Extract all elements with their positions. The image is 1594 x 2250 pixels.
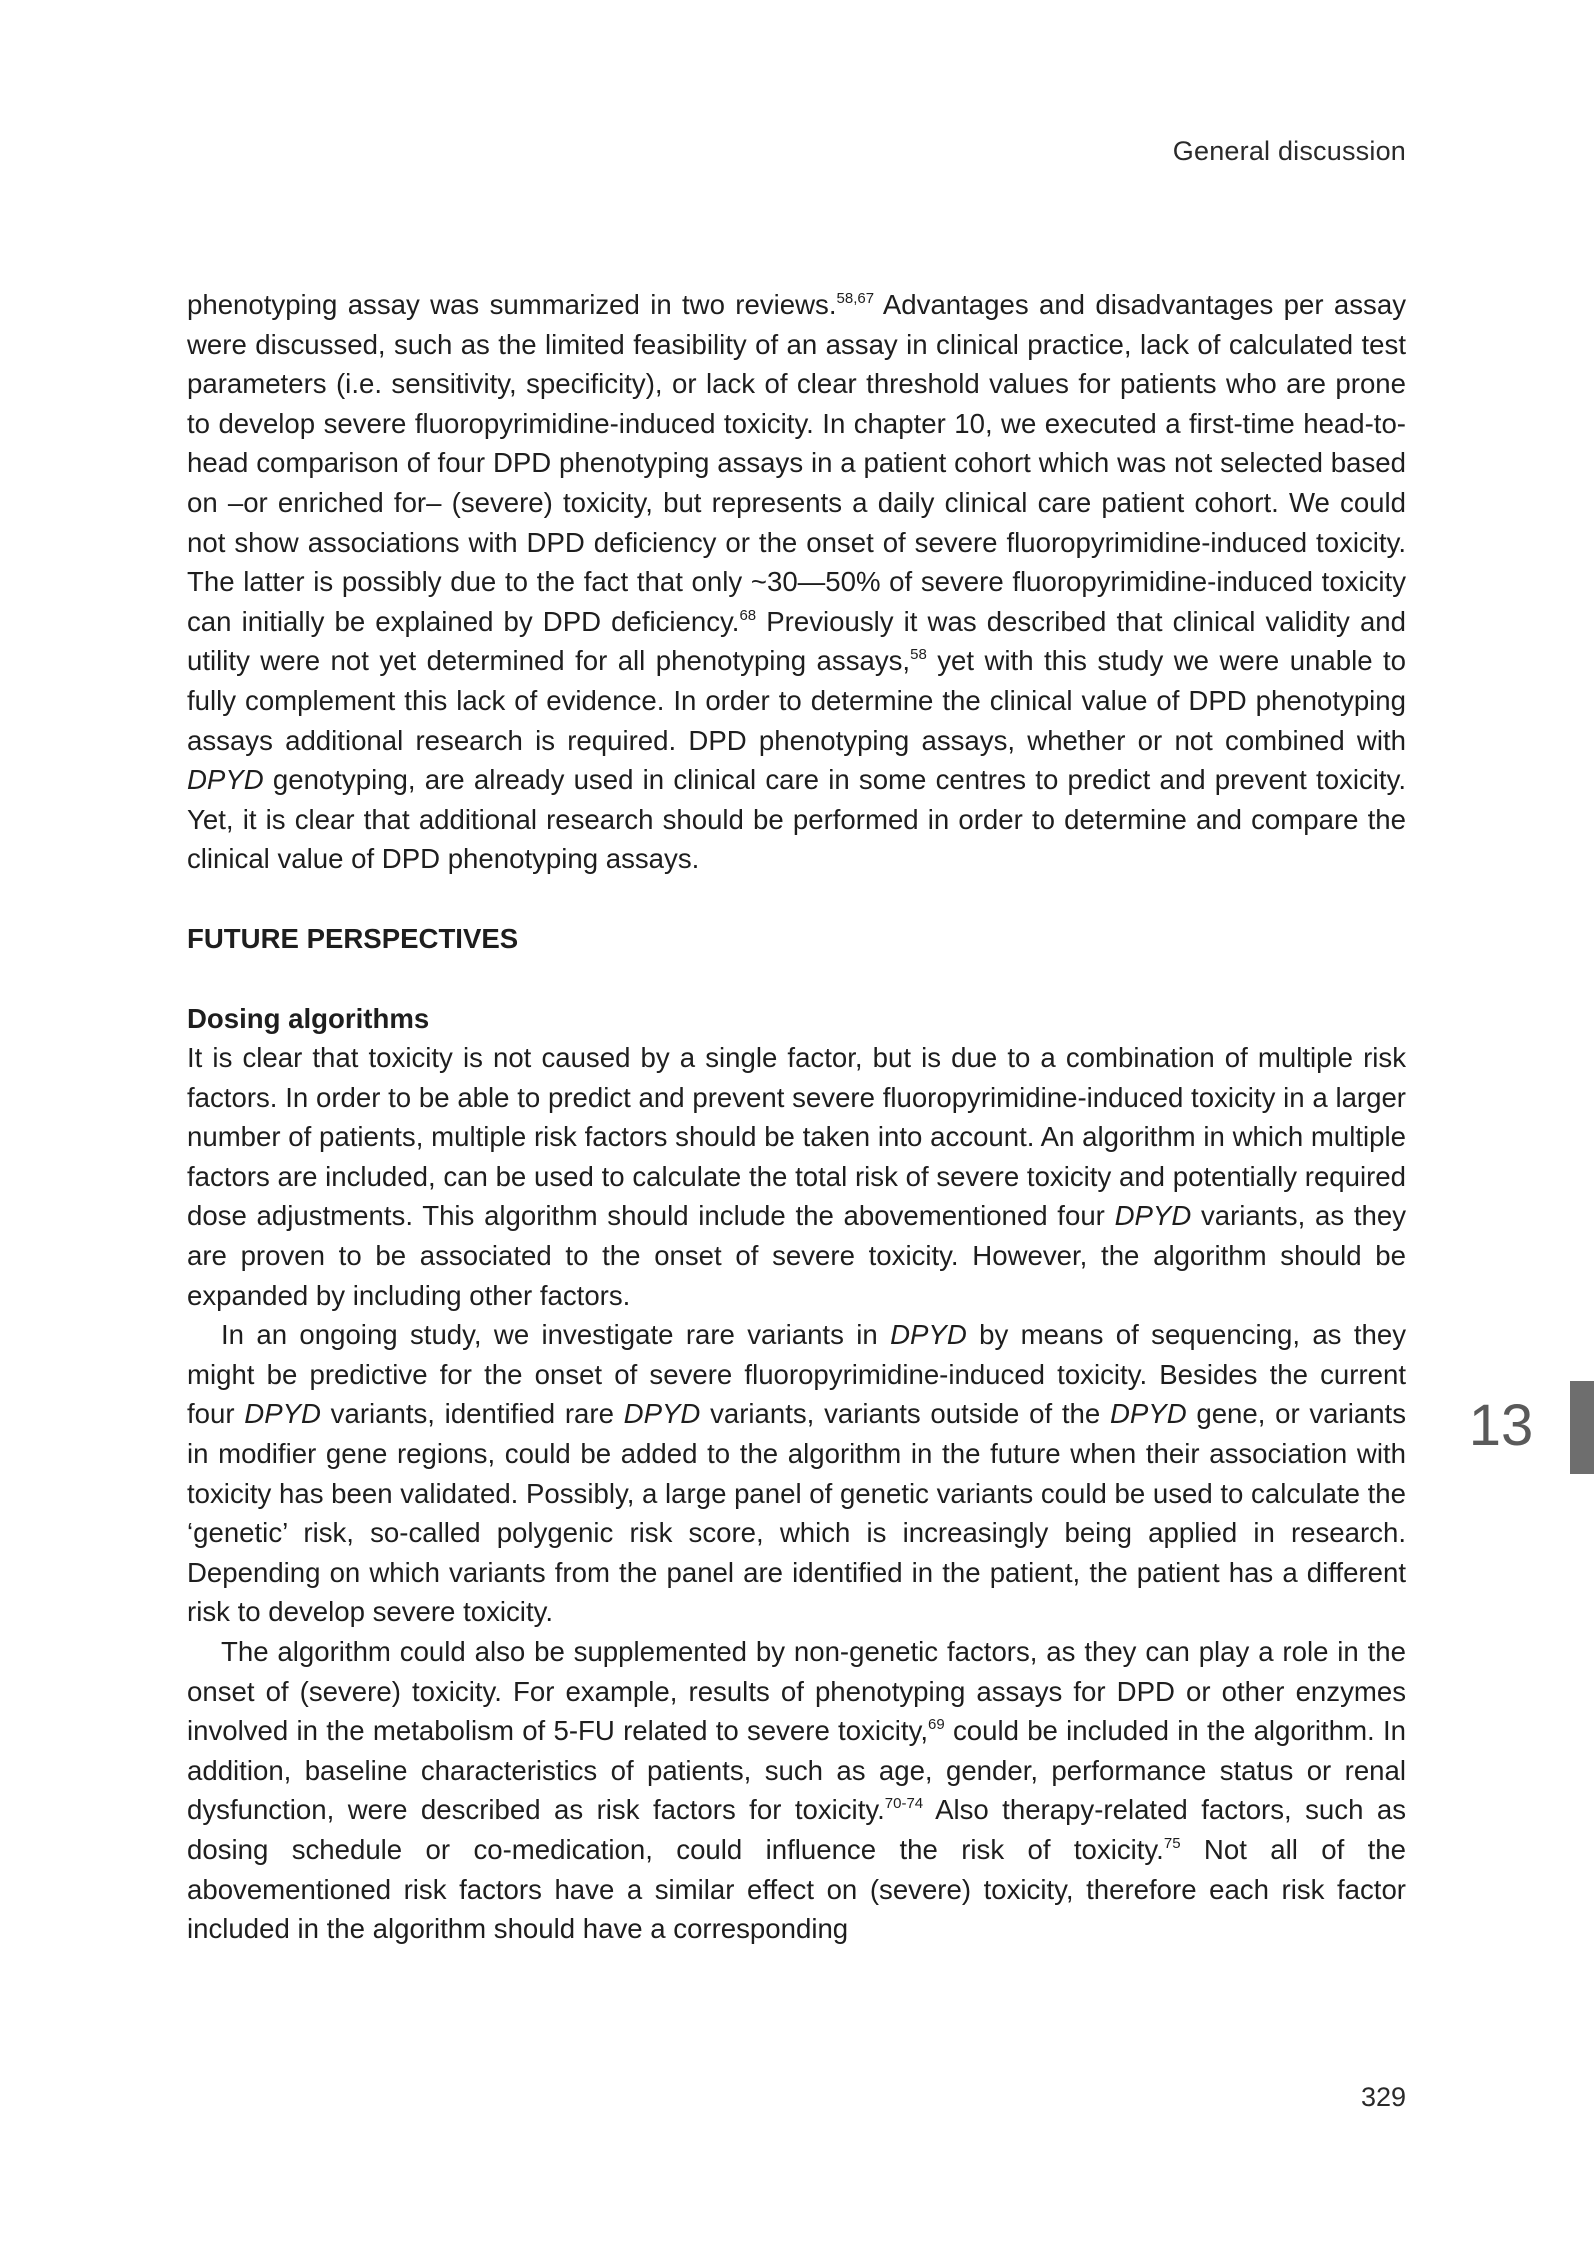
running-head: General discussion [1172, 136, 1406, 166]
citation: 68 [739, 606, 757, 624]
citation: 69 [928, 1716, 945, 1734]
paragraph-dosing-algorithms: It is clear that toxicity is not caused by a single factor, but is due to a combination of multiple risk factors. In order to be able to predict and prevent severe fluoropyrimidine-induced toxicity in a larger number of patients, multiple risk factors should be taken into account. An algorithm in which multiple factors are included, can be used to calculate the total risk of severe toxicity and potentially required dose adjustments. This algorithm should include the abovementioned four DPYD variants, as they are proven to be associated to the onset of severe toxicity. However, the algorithm should be expanded by including other factors. [187, 1042, 1406, 1311]
section-title: FUTURE PERSPECTIVES [187, 922, 519, 954]
paragraph-rare-variants: In an ongoing study, we investigate rare variants in DPYD by means of sequencing, as they might be predictive for the onset of severe fluoropyrimidine-induced toxicity. Besides the current four DPYD variants, identified rare DPYD variants, variants outside of the DPYD gene, or variants in modifier gene regions, could be added to the algorithm in the future when their association with toxicity has been validated. Possibly, a large panel of genetic variants could be used to calculate the ‘genetic’ risk, so-called polygenic risk score, which is increasingly being applied in research. Depending on which variants from the panel are identified in the patient, the patient has a different risk to develop severe toxicity. [187, 1319, 1407, 1628]
paragraph-non-genetic-factors: The algorithm could also be supplemented by non-genetic factors, as they can play a role in the onset of (severe) toxicity. For example, results of phenotyping assays for DPD or other enzymes involved in the metabolism of 5-FU related to severe toxicity,$^{69}$ could be included in the algorithm. In addition, baseline characteristics of patients, such as age, gender, performance status or renal dysfunction, were described as risk factors for toxicity.$^{70-74}$ Also therapy-related factors, such as dosing schedule or co-medication, could influence the risk of toxicity.$^{75}$ Not all of the abovementioned risk factors have a similar effect on (severe) toxicity, therefore each risk factor included in the algorithm should have a corresponding [187, 1636, 1406, 1945]
gene-name: DPYD [1114, 1200, 1192, 1232]
citation: 58 [910, 646, 927, 664]
gene-name: DPYD [244, 1398, 321, 1430]
paragraph-phenotyping-assays: phenotyping assay was summarized in two reviews.$^{58,67}$ Advantages and disadvantages per assay were discussed, such as the limited feasibility of an assay in clinical practice, lack of calculated test parameters (i.e. sensitivity, specificity), or lack of clear threshold values for patients who are prone to develop severe fluoropyrimidine-induced toxicity. In chapter 10, we executed a first-time head-to-head comparison of four DPD phenotyping assays in a patient cohort which was not selected based on –or enriched for– (severe) toxicity, but represents a daily clinical care patient cohort. We could not show associations with DPD deficiency or the onset of severe fluoropyrimidine-induced toxicity. The latter is possibly due to the fact that only ~30—50% of severe fluoropyrimidine-induced toxicity can initially be explained by DPD deficiency.$^{68}$ Previously it was described that clinical validity and utility were not yet determined for all phenotyping assays,$^{58}$ yet with this study we were unable to fully complement this lack of evidence. In order to determine the clinical value of DPD phenotyping assays additional research is required. DPD phenotyping assays, whether or not combined with DPYD genotyping, are already used in clinical care in some centres to predict and prevent toxicity. Yet, it is clear that additional research should be performed in order to determine and compare the clinical value of DPD phenotyping assays. [187, 289, 1407, 875]
citation: 70-74 [884, 1795, 924, 1813]
citation: 58,67 [836, 290, 875, 307]
body-text [187, 285, 1406, 1949]
gene-name: DPYD [623, 1398, 701, 1430]
gene-name: DPYD [890, 1319, 967, 1351]
page-number: 329 [1360, 2082, 1406, 2112]
chapter-tab [1570, 1381, 1594, 1474]
citation: 75 [1163, 1834, 1181, 1852]
gene-name: DPYD [1109, 1398, 1187, 1430]
chapter-number: 13 [1468, 1393, 1534, 1458]
subsection-title: Dosing algorithms [187, 1002, 430, 1034]
gene-name: DPYD [187, 764, 264, 796]
